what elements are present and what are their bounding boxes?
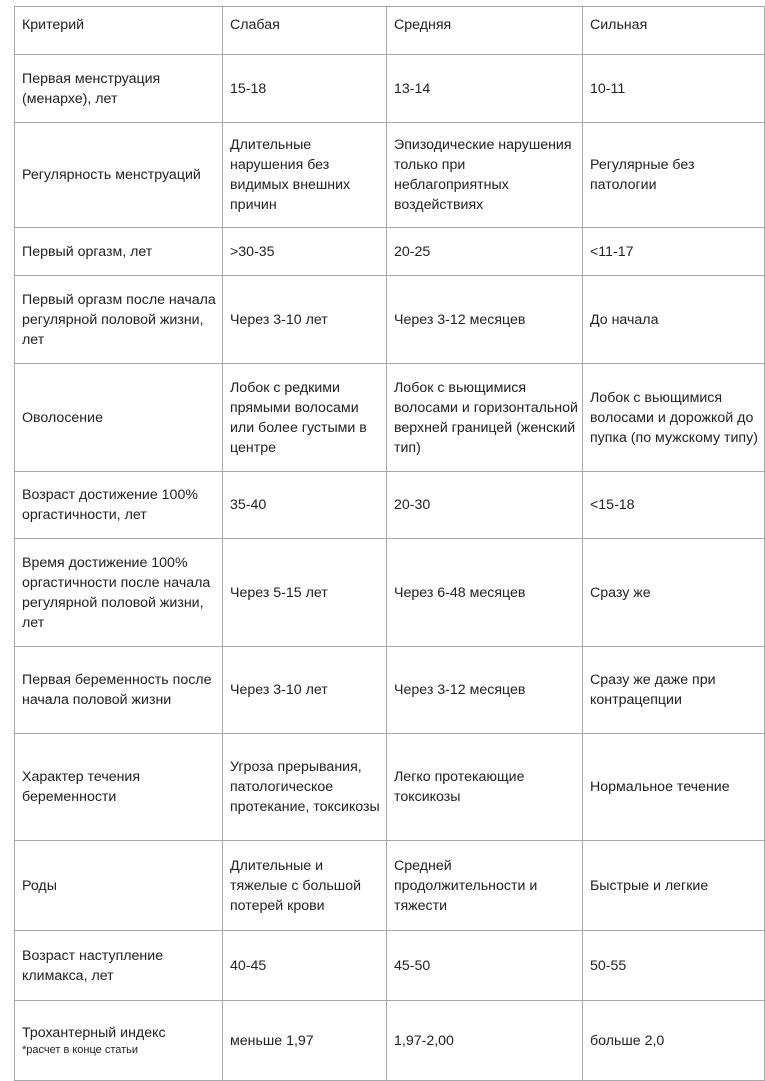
cell-text: Сразу же [590, 584, 651, 601]
cell-text: >30-35 [230, 243, 275, 260]
cell-criterion [15, 55, 223, 123]
cell-text: Возраст наступление климакса, лет [22, 947, 164, 984]
cell-text: Регулярные без патологии [590, 157, 695, 193]
cell-medium [387, 472, 583, 539]
cell-weak [223, 841, 387, 931]
cell-weak [223, 472, 387, 539]
cell-criterion [15, 734, 223, 841]
cell-weak [223, 364, 387, 472]
cell-criterion [15, 472, 223, 539]
cell-medium [387, 228, 583, 276]
table-row [15, 734, 765, 841]
cell-strong [583, 364, 765, 472]
cell-text: Нормальное течение [590, 779, 730, 795]
cell-text: 35-40 [230, 497, 267, 513]
cell-medium [387, 364, 583, 472]
cell-weak [223, 931, 387, 1001]
cell-criterion [15, 647, 223, 734]
cell-strong [583, 55, 765, 123]
cell-text: Легко протекающие токсикозы [394, 769, 525, 805]
cell-text: меньше 1,97 [230, 1032, 314, 1049]
cell-text: Оволосение [22, 409, 103, 426]
cell-text: Средней продолжительности и тяжести [394, 857, 538, 914]
cell-medium [387, 123, 583, 228]
cell-strong [583, 931, 765, 1001]
table-row [15, 55, 765, 123]
cell-weak [223, 1001, 387, 1081]
cell-strong [583, 1001, 765, 1081]
cell-criterion [15, 228, 223, 276]
cell-strong [583, 539, 765, 647]
table-row [15, 276, 765, 364]
table-row [15, 228, 765, 276]
cell-text: Быстрые и легкие [590, 877, 709, 894]
cell-medium [387, 1001, 583, 1081]
cell-criterion [15, 123, 223, 228]
cell-criterion [15, 931, 223, 1001]
cell-text: Лобок с вьющимися волосами и дорожкой до пупка (по мужскому типу) [590, 389, 758, 446]
footnote-text: *расчет в конце статьи [22, 1044, 139, 1056]
cell-criterion [15, 1001, 223, 1081]
table-row [15, 647, 765, 734]
cell-weak [223, 55, 387, 123]
cell-text: Угроза прерывания, патологическое протекание, токсикозы [230, 759, 380, 815]
cell-text: Время достижение 100% оргастичности после начала регулярной половой жизни, лет [22, 554, 211, 631]
table-row [15, 364, 765, 472]
cell-strong [583, 472, 765, 539]
table-row [15, 841, 765, 931]
table-row [15, 472, 765, 539]
cell-text: Роды [22, 877, 57, 894]
cell-text: Через 3-12 месяцев [394, 682, 526, 698]
cell-text: больше 2,0 [590, 1032, 665, 1049]
cell-medium [387, 55, 583, 123]
header-strong: Сильная [583, 7, 765, 55]
cell-weak [223, 228, 387, 276]
header-weak: Слабая [223, 7, 387, 55]
cell-text: 50-55 [590, 957, 627, 974]
table-row [15, 539, 765, 647]
criteria-table-body [15, 7, 765, 1081]
cell-medium [387, 734, 583, 841]
cell-medium [387, 931, 583, 1001]
cell-strong [583, 276, 765, 364]
criteria-table [14, 6, 765, 1081]
cell-strong [583, 228, 765, 276]
cell-medium [387, 841, 583, 931]
cell-text: Первый оргазм после начала регулярной половой жизни, лет [22, 291, 216, 348]
cell-criterion [15, 364, 223, 472]
cell-text: 1,97-2,00 [394, 1032, 454, 1049]
cell-text: Трохантерный индекс [22, 1025, 166, 1041]
cell-text: Сразу же даже при контрацепции [590, 672, 716, 708]
cell-text: Возраст достижение 100% оргастичности, лет [22, 487, 198, 523]
cell-strong [583, 123, 765, 228]
cell-criterion [15, 276, 223, 364]
cell-text: Через 3-10 лет [230, 682, 328, 698]
cell-text: 15-18 [230, 80, 267, 97]
header-medium: Средняя [387, 7, 583, 55]
cell-text: Регулярность менструаций [22, 167, 201, 183]
cell-criterion [15, 841, 223, 931]
header-row [15, 7, 765, 55]
cell-text: Лобок с редкими прямыми волосами или более густыми в центре [230, 379, 367, 456]
cell-strong [583, 647, 765, 734]
cell-text: Характер течения беременности [22, 769, 141, 805]
cell-weak [223, 276, 387, 364]
cell-text: 45-50 [394, 957, 431, 974]
cell-text: Через 3-10 лет [230, 311, 328, 328]
cell-criterion [15, 539, 223, 647]
cell-text: До начала [590, 311, 659, 328]
cell-text: Лобок с вьющимися волосами и горизонтальной верхней границей (женский тип) [394, 379, 578, 456]
cell-text: Через 3-12 месяцев [394, 311, 526, 328]
cell-text: Первый оргазм, лет [22, 243, 153, 260]
cell-weak [223, 734, 387, 841]
header-criterion: Критерий [15, 7, 223, 55]
cell-medium [387, 276, 583, 364]
table-row [15, 1001, 765, 1081]
cell-medium [387, 647, 583, 734]
cell-text: Первая беременность после начала половой жизни [22, 672, 212, 708]
cell-medium [387, 539, 583, 647]
cell-text: 13-14 [394, 80, 431, 97]
cell-strong [583, 841, 765, 931]
cell-text: 20-30 [394, 497, 431, 513]
cell-text: Через 5-15 лет [230, 584, 328, 601]
cell-text: 40-45 [230, 957, 267, 974]
table-row [15, 123, 765, 228]
cell-weak [223, 123, 387, 228]
cell-text: 10-11 [590, 80, 626, 97]
cell-text: Длительные нарушения без видимых внешних причин [230, 137, 351, 213]
cell-text: <15-18 [590, 497, 635, 513]
cell-weak [223, 539, 387, 647]
cell-text: Эпизодические нарушения только при неблагоприятных воздействиях [394, 137, 572, 213]
cell-text: Длительные и тяжелые с большой потерей крови [230, 857, 362, 914]
table-row [15, 931, 765, 1001]
cell-text: Через 6-48 месяцев [394, 584, 526, 601]
cell-text: <11-17 [590, 243, 634, 260]
cell-strong [583, 734, 765, 841]
cell-text: 20-25 [394, 243, 431, 260]
cell-text: Первая менструация (менархе), лет [22, 70, 161, 107]
cell-weak [223, 647, 387, 734]
